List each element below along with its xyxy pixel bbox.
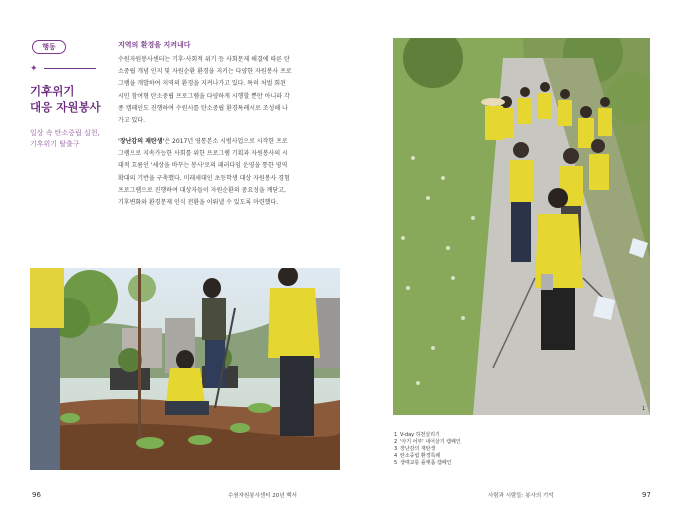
section-heading: 지역의 환경을 지켜내다 xyxy=(118,41,191,49)
chapter-title-line-1: 기후위기 xyxy=(30,84,75,98)
caption-item: 3 장난감의 재탄생 xyxy=(394,446,436,452)
chapter-title xyxy=(30,83,110,115)
caption-item: 1 V-day 하천살리기 xyxy=(394,432,440,438)
body-paragraph-2 xyxy=(118,136,292,209)
page-number-right: 97 xyxy=(642,491,651,499)
footer-right: 사람과 시람들: 봉사의 기억 xyxy=(488,493,554,499)
footer-left: 수원자원봉사센터 20년 백서 xyxy=(228,493,297,499)
caption-item: 2 '아기 어부' 내어살기 캠페인 xyxy=(394,439,461,445)
divider xyxy=(44,68,96,69)
caption-item: 4 탄소중립 환경특례 xyxy=(394,453,441,459)
category-badge: 행동 xyxy=(32,40,66,54)
body-paragraph-1: 수원자원봉사센터는 기후·사회적 위기 등 사회문제 해결에 따른 탄소중립 개념 인지 및 자원순환 환경을 지키는 다양한 자원봉사 프로그램을 개발하여 지역의 환경을 지켜나가고 있다. 특히 처벌 회된 시민 참여형 탄소중립 프로그램을 다양하게 시행할 뿐만 아니라 각종 캠페인도 진행하여 수원시를 탄소중립 환경특례시로 조성해 나가고 있다. xyxy=(118,56,292,125)
page-number-left: 96 xyxy=(32,491,41,499)
chapter-title-line-2: 대응 자원봉사 xyxy=(30,100,101,114)
caption-item: 5 생태교통 플랫폼 캠페인 xyxy=(394,460,452,466)
right-page xyxy=(340,0,680,520)
road-cleanup-photo xyxy=(393,38,650,415)
tree-planting-photo xyxy=(30,268,340,470)
program-name-highlight: '장난감의 재탄생' xyxy=(118,138,165,145)
chapter-subtitle-line-1: 일상 속 탄소중립 실천, xyxy=(30,129,100,137)
chapter-subtitle xyxy=(30,128,110,150)
chapter-subtitle-line-2: 기후위기 탈출구 xyxy=(30,140,80,148)
photo-captions xyxy=(394,432,461,467)
body-paragraph-2-text: 은 2017년 영통본소 시범사업으로 시작한 프로그램으로 지속가능한 사회를 위한 프로그램 기획과 자원봉사의 시대적 흐름인 '세상을 바꾸는 봉사'로의 패러다임 운영을 통한 영역 확대의 기반을 구축했다. 미래세대인 초등학생 대상 자원봉사 경험 프로그램으로 진행하여 대상자들이 자원순환의 중요성을 깨닫고, 기후변화와 환경문제 인식 전환을 이뤄낼 수 있도록 마련했다. xyxy=(118,138,290,207)
sparkle-icon: ✦ xyxy=(30,64,38,74)
photo-number: 1 xyxy=(642,406,646,412)
